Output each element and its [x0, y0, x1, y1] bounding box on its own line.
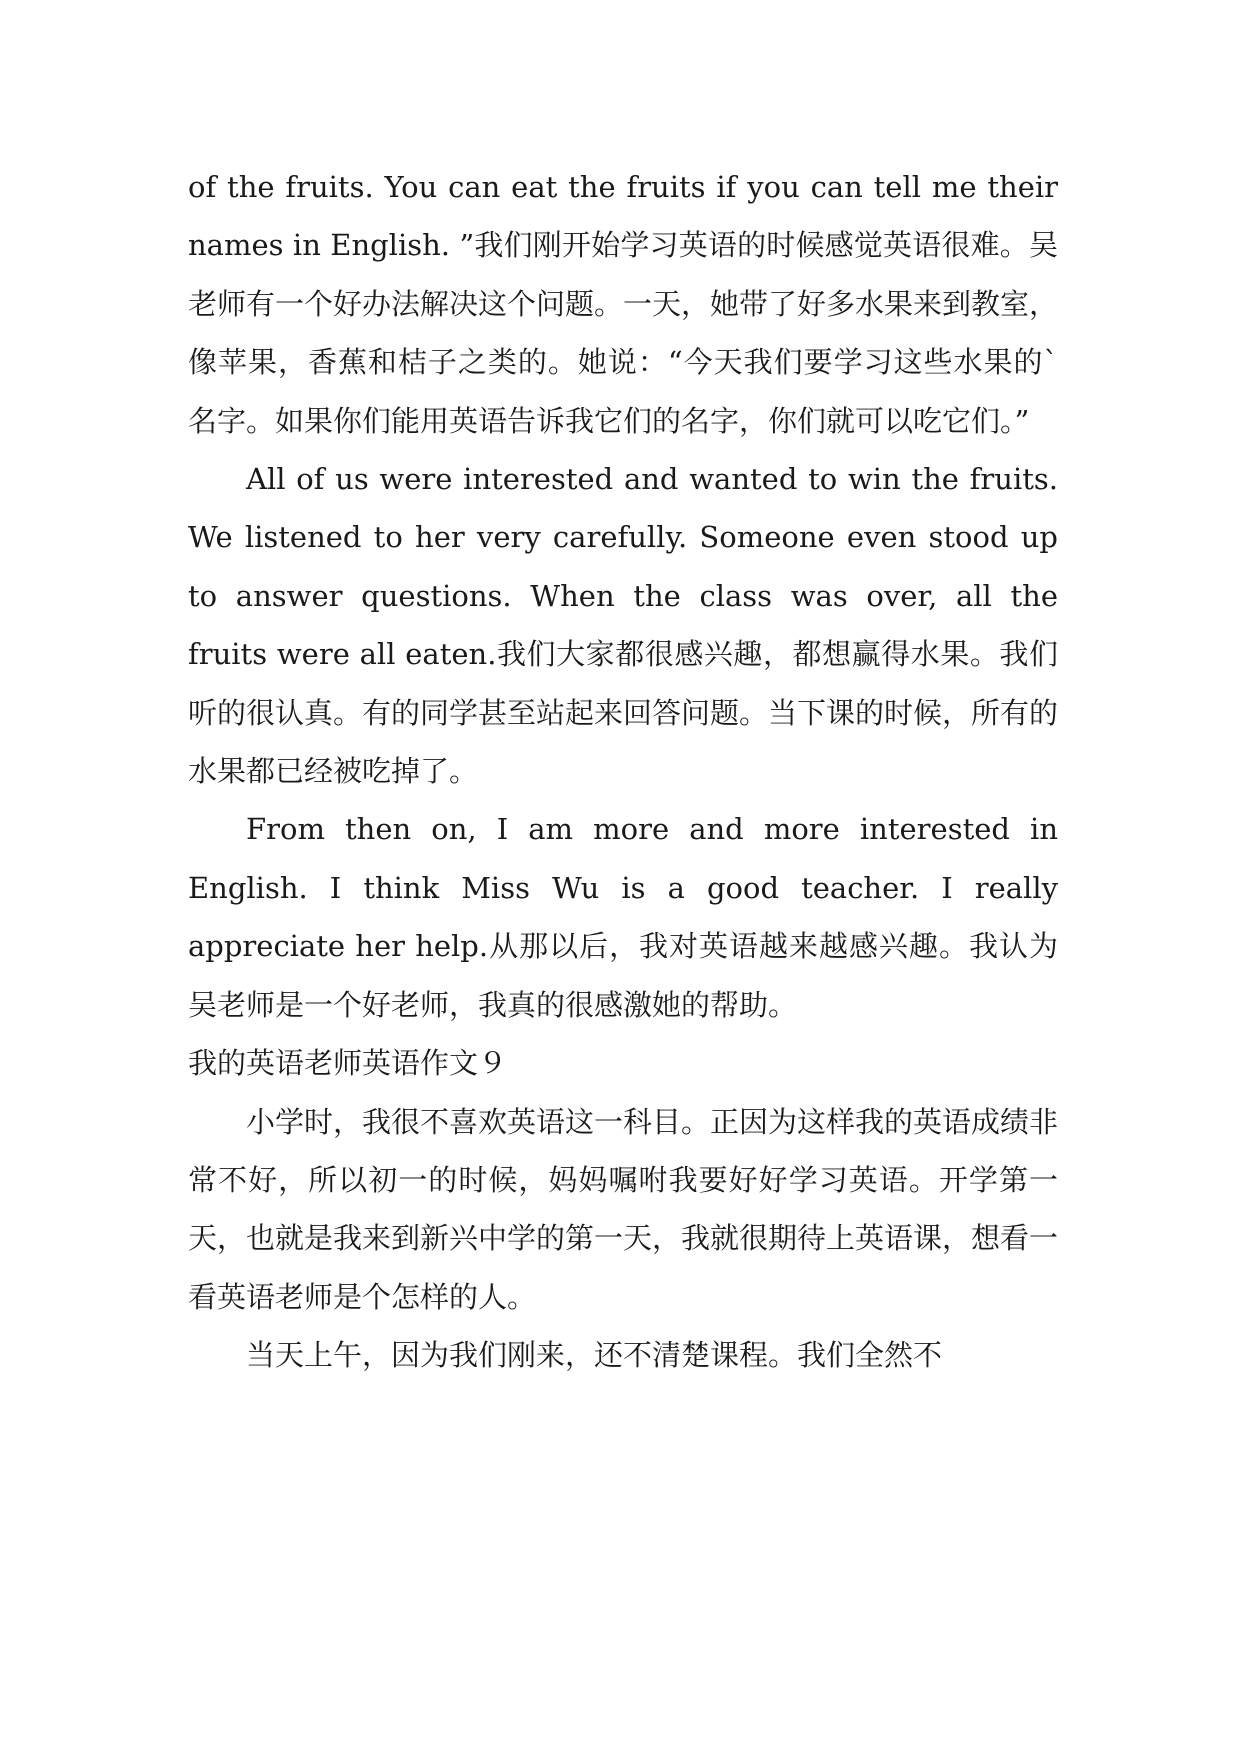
paragraph-primary-school: 小学时，我很不喜欢英语这一科目。正因为这样我的英语成绩非常不好，所以初一的时候，妈妈嘱咐我要好好学习英语。开学第一天，也就是我来到新兴中学的第一天，我就很期待上英语课，想看一看英语老师是个怎样的人。 [188, 1104, 1059, 1314]
section-heading: 我的英语老师英语作文９ [188, 1046, 508, 1081]
paragraph-fruits-intro: of the fruits. You can eat the fruits if you can tell me their names in English. ”我们刚开始学习英语的时候感觉英语很难。吴老师有一个好办法解决这个问题。一天，她带了好多水果来到教室，像苹果，香蕉和桔子之类的。她说：“今天我们要学习这些水果的`名字。如果你们能用英语告诉我它们的名字，你们就可以吃它们。” [188, 170, 1059, 438]
paragraph-that-morning: 当天上午，因为我们刚来，还不清楚课程。我们全然不 [246, 1338, 943, 1373]
paragraph-from-then-on: From then on, I am more and more interested in English. I think Miss Wu is a good teacher. I really appreciate her help.从那以后，我对英语越来越感兴趣。我认为吴老师是一个好老师，我真的很感激她的帮助。 [188, 812, 1058, 1022]
document-page [188, 158, 1058, 1385]
paragraph-interested: All of us were interested and wanted to win the fruits. We listened to her very carefully. Someone even stood up to answer questions. When the class was over, all the fruits were all eaten.我们大家都很感兴趣，都想赢得水果。我们听的很认真。有的同学甚至站起来回答问题。当下课的时候，所有的水果都已经被吃掉了。 [188, 462, 1059, 789]
